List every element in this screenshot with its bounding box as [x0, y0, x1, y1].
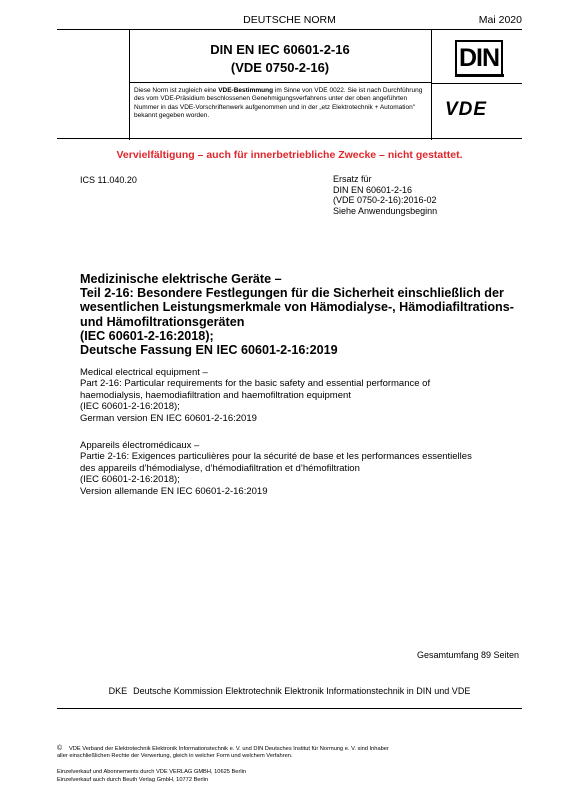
title-french: [80, 440, 520, 497]
title-german-line: Deutsche Fassung EN IEC 60601-2-16:2019: [80, 343, 338, 358]
title-german-line: wesentlichen Leistungsmerkmale von Hämodialyse-, Hämodiafiltrations-: [80, 300, 514, 315]
replacement-label: Ersatz für: [333, 174, 372, 184]
application-start-note: Siehe Anwendungsbeginn: [333, 205, 438, 216]
header-box: [57, 29, 522, 139]
title-french-line: Partie 2-16: Exigences particulières pour la sécurité de base et les performances essentielles: [80, 451, 472, 463]
sales-info: [57, 769, 497, 784]
replaced-standard-vde: (VDE 0750-2-16):2016-02: [333, 195, 437, 205]
divider-right: [431, 30, 432, 140]
title-german-line: Teil 2-16: Besondere Festlegungen für die Sicherheit einschließlich der: [80, 286, 504, 301]
vde-note: [134, 87, 428, 121]
title-french-line: Appareils électromédicaux –: [80, 440, 200, 451]
sales-line: Einzelverkauf auch durch Beuth Verlag GmbH, 10772 Berlin: [57, 776, 209, 783]
title-german-line: und Hämofiltrationsgeräten: [80, 314, 245, 329]
title-french-line: (IEC 60601-2-16:2018);: [80, 474, 180, 486]
standard-number-din: DIN EN IEC 60601-2-16: [210, 42, 350, 57]
copyright-line: VDE Verband der Elektrotechnik Elektronik Informationstechnik e. V. und DIN Deutsches Institut für Normung e. V. sind Inhaber: [69, 746, 389, 752]
title-french-line: Version allemande EN IEC 60601-2-16:2019: [80, 485, 268, 497]
publication-date: Mai 2020: [478, 14, 522, 26]
standard-number: [129, 30, 431, 83]
title-german: [80, 272, 520, 357]
total-pages: Gesamtumfang 89 Seiten: [416, 650, 519, 660]
title-english-line: (IEC 60601-2-16:2018);: [80, 401, 180, 413]
dke-full-name: Deutsche Kommission Elektrotechnik Elektronik Informationstechnik in DIN und VDE: [133, 686, 471, 696]
copyright-line: aller einschließlichen Rechte der Verwertung, gleich in welcher Form und welchem Verfahren.: [57, 753, 293, 759]
title-german-line: Medizinische elektrische Geräte –: [80, 272, 282, 286]
logo-divider: [431, 83, 522, 84]
reproduction-notice: Vervielfältigung – auch für innerbetriebliche Zwecke – nicht gestattet.: [116, 149, 463, 161]
dke-abbreviation: DKE: [108, 686, 128, 696]
title-german-line: (IEC 60601-2-16:2018);: [80, 328, 214, 343]
title-english-line: Medical electrical equipment –: [80, 367, 208, 378]
din-logo-bar: [455, 74, 504, 77]
copyright-symbol: ©: [57, 745, 63, 752]
dke-footer: [57, 686, 522, 709]
vde-note-post: im Sinne von VDE 0022. Sie ist nach Durchführung des vom VDE-Präsidium beschlossenen Genehmigungsverfahrens unter der oben angeführten Nummer in das VDE-Vorschriftenwerk aufgenommen und in der „etz Elektrotechnik + Automation" bekannt gegeben worden.: [134, 87, 423, 120]
sales-line: Einzelverkauf und Abonnements durch VDE VERLAG GMBH, 10625 Berlin: [57, 769, 247, 775]
title-english-line: haemodialysis, haemodiafiltration and haemofiltration equipment: [80, 389, 351, 401]
vde-logo: VDE: [445, 99, 488, 120]
top-bar: [57, 12, 522, 28]
title-english: [80, 367, 520, 424]
copyright-notice: [57, 745, 497, 760]
din-logo: [455, 40, 503, 75]
standard-number-vde: (VDE 0750-2-16): [230, 60, 330, 75]
vde-note-pre: Diese Norm ist zugleich eine: [134, 87, 219, 94]
document-type: DEUTSCHE NORM: [243, 14, 336, 26]
din-logo-text: DIN: [458, 44, 500, 72]
title-english-line: Part 2-16: Particular requirements for the basic safety and essential performance of: [80, 378, 431, 390]
replaced-standard: DIN EN 60601-2-16: [333, 184, 413, 195]
vde-note-bold: VDE-Bestimmung: [218, 87, 274, 94]
title-english-line: German version EN IEC 60601-2-16:2019: [80, 412, 257, 424]
ics-code: ICS 11.040.20: [80, 175, 137, 185]
title-french-line: des appareils d’hémodialyse, d’hémodiafiltration et d’hémofiltration: [80, 462, 360, 474]
replacement-info: [333, 174, 437, 216]
